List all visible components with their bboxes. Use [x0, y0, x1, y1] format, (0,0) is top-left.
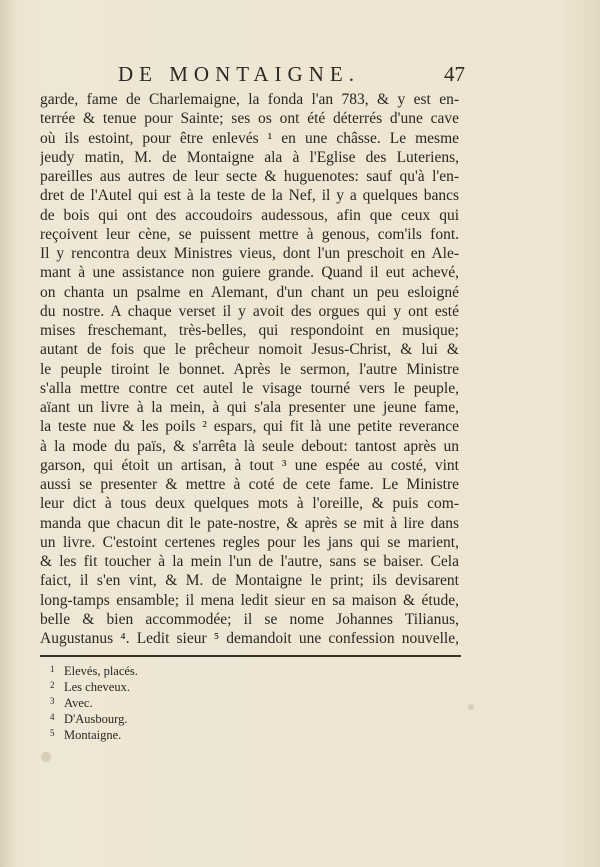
text-line: autant de fois que le prêcheur nomoit Jesus-Christ, & lui & — [40, 341, 459, 359]
text-line: s'alla mettre contre cet autel le visage tourné vers le peuple, — [40, 379, 459, 397]
footnote-rule — [40, 655, 461, 657]
footnote-text: D'Ausbourg. — [64, 712, 128, 726]
text-line: aussi se presenter & mettre à coté de cete fame. Le Ministre — [40, 476, 459, 493]
paper-stain — [41, 752, 51, 762]
text-line: la teste nue & les poils ² espars, qui fit là une petite reverance — [40, 418, 459, 436]
footnote-mark: 5 — [50, 728, 55, 738]
text-line: garson, qui étoit un artisan, à tout ³ une espée au costé, vint — [40, 456, 459, 474]
text-line: Augustanus ⁴. Ledit sieur ⁵ demandoit une confession nouvelle, — [40, 630, 459, 647]
footnote-text: Elevés, placés. — [64, 664, 138, 678]
footnote — [50, 710, 350, 726]
footnote — [50, 694, 350, 710]
text-line: leur dict à tous deux quelques mots à l'oreille, & puis com- — [40, 495, 459, 513]
footnote-text: Les cheveux. — [64, 680, 130, 694]
text-line: dret de l'Autel qui est à la teste de la Nef, il y a quelques bancs — [40, 187, 459, 205]
text-line: reçoivent leur cène, se puissent mettre à genous, com'ils font. — [40, 225, 459, 243]
text-line: de bois qui ont des accoudoirs audessous, afin que ceux qui — [40, 206, 459, 224]
footnote-text: Montaigne. — [64, 728, 122, 742]
text-line: terrée & tenue pour Sainte; ses os ont été déterrés d'une cave — [40, 110, 459, 128]
footnote — [50, 662, 350, 678]
text-line: aïant un livre à la mein, à qui s'ala presenter une jeune fame, — [40, 399, 459, 416]
text-line: mant à une assistance non guiere grande. Quand il eut achevé, — [40, 264, 459, 282]
text-line: belle & bien accommodée; il se nome Johannes Tilianus, — [40, 610, 459, 628]
footnote-mark: 3 — [50, 696, 55, 706]
footnote-mark: 1 — [50, 664, 55, 674]
running-head-title: DE MONTAIGNE. — [118, 62, 360, 86]
text-line: & les fit toucher à la mein l'un de l'autre, sans se baiser. Cela — [40, 553, 459, 570]
footnote — [50, 678, 350, 694]
text-line: garde, fame de Charlemaigne, la fonda l'an 783, & y est en- — [40, 91, 459, 108]
text-line: faict, il s'en vint, & M. de Montaigne le print; ils devisarent — [40, 572, 459, 590]
running-head — [0, 62, 600, 90]
footnote-mark: 4 — [50, 712, 55, 722]
text-line: mises freschemant, très-belles, qui respondoint en musique; — [40, 322, 459, 339]
footnote-text: Avec. — [64, 696, 93, 710]
text-line: à la mode du païs, & s'arrêta là seule debout: tantost après un — [40, 437, 459, 455]
text-line: un livre. C'estoint certenes regles pour les jans qui se marient, — [40, 533, 459, 551]
paper-stain — [468, 704, 474, 710]
text-line: le peuple tiroint le bonnet. Après le sermon, l'autre Ministre — [40, 360, 459, 378]
footnote — [50, 726, 350, 742]
text-line: on chanta un psalme en Alemant, d'un chant un peu esloigné — [40, 283, 459, 301]
text-line: du nostre. A chaque verset il y avoit des orgues qui y ont esté — [40, 302, 459, 320]
text-line: Il y rencontra deux Ministres vieus, dont l'un preschoit en Ale- — [40, 245, 459, 262]
footnote-mark: 2 — [50, 680, 55, 690]
text-line: manda que chacun dit le pate-nostre, & après se mit à lire dans — [40, 514, 459, 532]
text-line: pareilles aus autres de leur secte & huguenotes: sauf qu'à l'en- — [40, 168, 459, 185]
text-line: où ils estoint, pour être enlevés ¹ en une châsse. Le mesme — [40, 129, 459, 147]
text-line: long-tamps ensamble; il mena ledit sieur en sa maison & étude, — [40, 591, 459, 609]
page-number: 47 — [444, 62, 465, 86]
text-line: jeudy matin, M. de Montaigne ala à l'Eglise des Luteriens, — [40, 148, 459, 166]
body-text — [40, 90, 459, 648]
footnotes — [50, 662, 350, 742]
